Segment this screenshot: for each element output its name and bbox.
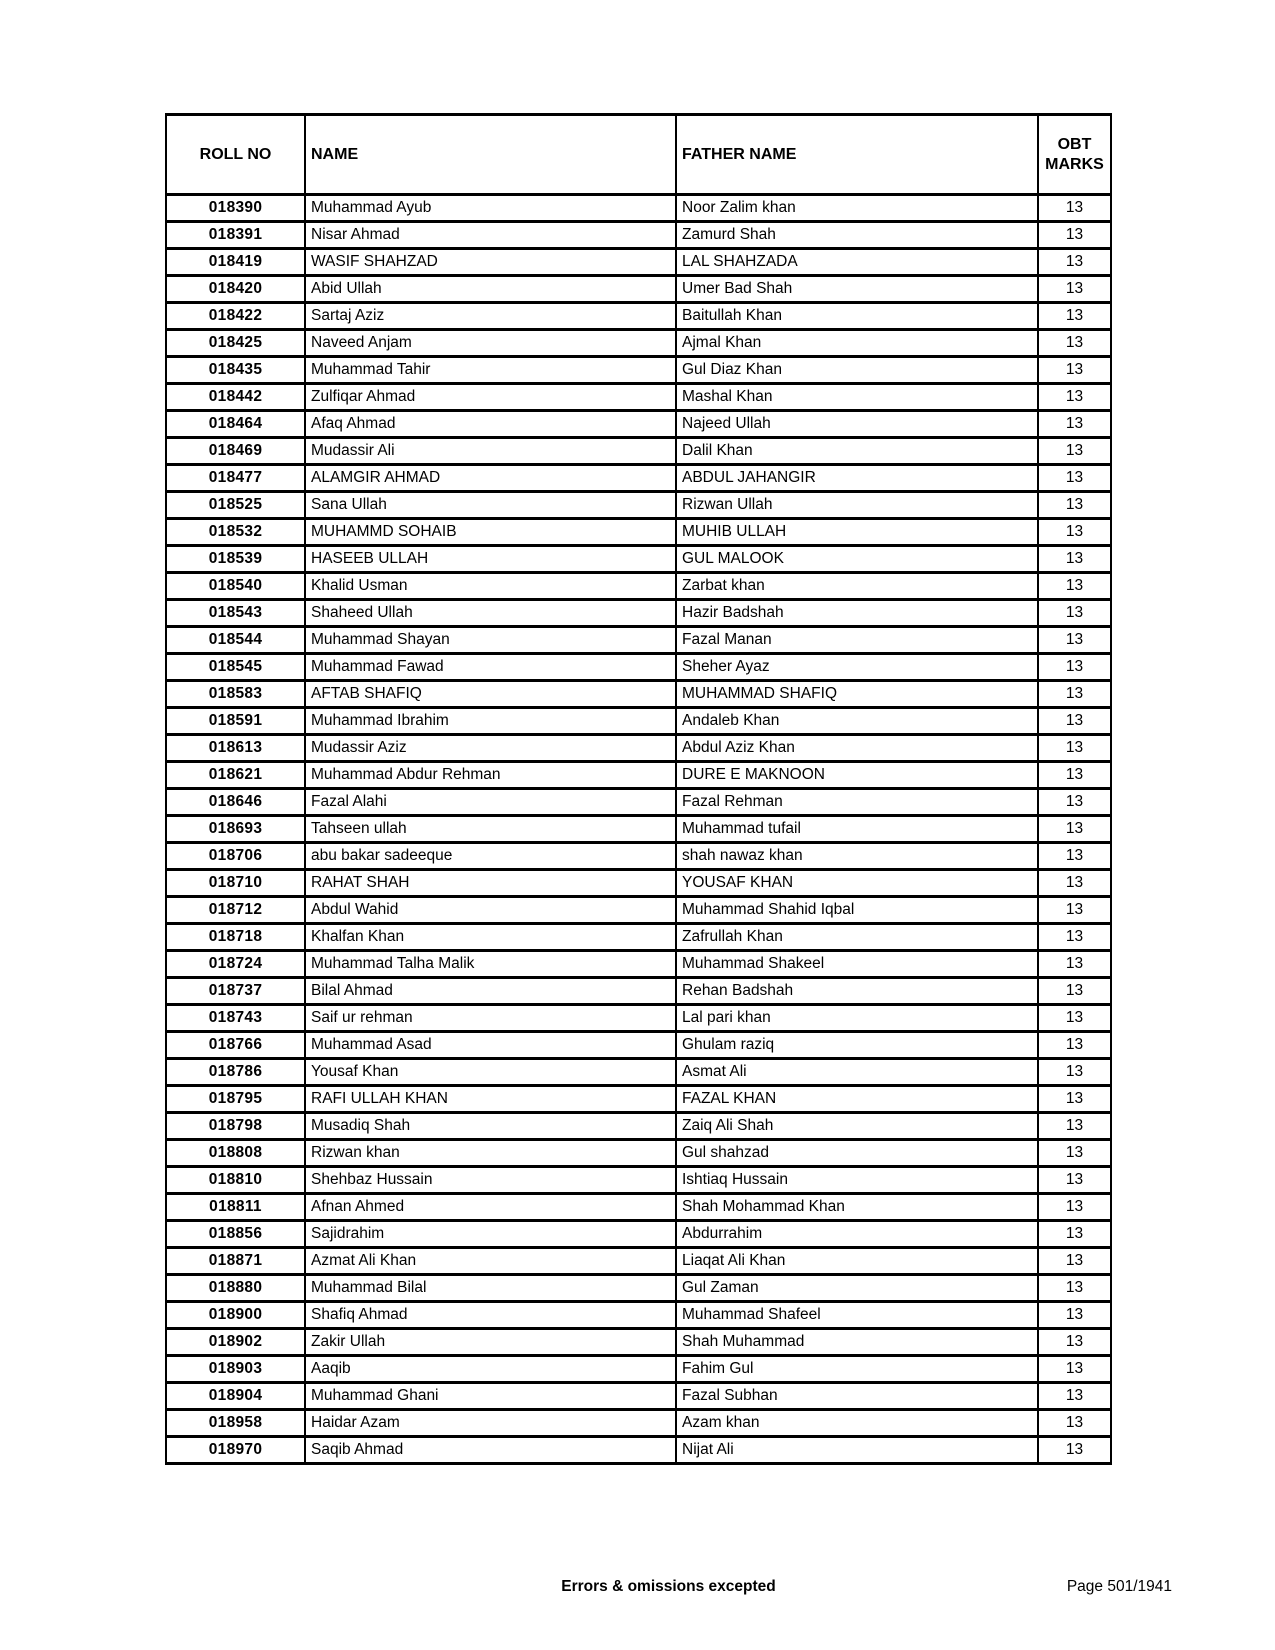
name-cell: WASIF SHAHZAD [305,249,676,276]
roll-no-cell: 018591 [166,708,305,735]
name-cell: Azmat Ali Khan [305,1248,676,1275]
name-cell: Muhammad Ghani [305,1383,676,1410]
roll-no-cell: 018798 [166,1113,305,1140]
name-cell: MUHAMMD SOHAIB [305,519,676,546]
obt-marks-cell: 13 [1038,330,1111,357]
obt-marks-cell: 13 [1038,1167,1111,1194]
father-name-cell: Shah Muhammad [676,1329,1038,1356]
father-name-cell: Rizwan Ullah [676,492,1038,519]
roll-no-cell: 018766 [166,1032,305,1059]
obt-marks-cell: 13 [1038,762,1111,789]
obt-marks-cell: 13 [1038,924,1111,951]
roll-no-cell: 018970 [166,1437,305,1464]
father-name-cell: Sheher Ayaz [676,654,1038,681]
roll-no-cell: 018902 [166,1329,305,1356]
table-row [166,1275,1111,1302]
obt-marks-cell: 13 [1038,492,1111,519]
col-header-father-name: FATHER NAME [676,115,1038,195]
name-cell: Mudassir Ali [305,438,676,465]
table-row [166,411,1111,438]
roll-no-cell: 018811 [166,1194,305,1221]
name-cell: Sana Ullah [305,492,676,519]
father-name-cell: Liaqat Ali Khan [676,1248,1038,1275]
father-name-cell: Ajmal Khan [676,330,1038,357]
obt-marks-cell: 13 [1038,654,1111,681]
table-row [166,762,1111,789]
roll-no-cell: 018540 [166,573,305,600]
obt-marks-cell: 13 [1038,1329,1111,1356]
table-row [166,600,1111,627]
name-cell: Musadiq Shah [305,1113,676,1140]
father-name-cell: Mashal Khan [676,384,1038,411]
obt-marks-cell: 13 [1038,1437,1111,1464]
page-footer [165,1572,1172,1602]
name-cell: Khalid Usman [305,573,676,600]
name-cell: Zulfiqar Ahmad [305,384,676,411]
obt-marks-cell: 13 [1038,411,1111,438]
name-cell: Rizwan khan [305,1140,676,1167]
name-cell: Muhammad Tahir [305,357,676,384]
roll-no-cell: 018904 [166,1383,305,1410]
roll-no-cell: 018712 [166,897,305,924]
table-row [166,924,1111,951]
table-row [166,438,1111,465]
name-cell: Afaq Ahmad [305,411,676,438]
father-name-cell: Gul Zaman [676,1275,1038,1302]
table-body [166,195,1111,1464]
father-name-cell: Abdul Aziz Khan [676,735,1038,762]
roll-no-cell: 018646 [166,789,305,816]
table-row [166,249,1111,276]
obt-marks-cell: 13 [1038,1086,1111,1113]
obt-marks-cell: 13 [1038,195,1111,222]
table-row [166,1194,1111,1221]
table-row [166,1410,1111,1437]
obt-marks-cell: 13 [1038,978,1111,1005]
roll-no-cell: 018795 [166,1086,305,1113]
footer-note: Errors & omissions excepted [561,1578,776,1595]
table-row [166,1383,1111,1410]
father-name-cell: Asmat Ali [676,1059,1038,1086]
name-cell: Nisar Ahmad [305,222,676,249]
father-name-cell: Fazal Rehman [676,789,1038,816]
father-name-cell: Muhammad Shahid Iqbal [676,897,1038,924]
father-name-cell: Lal pari khan [676,1005,1038,1032]
name-cell: Muhammad Ibrahim [305,708,676,735]
father-name-cell: Ghulam raziq [676,1032,1038,1059]
roll-no-cell: 018743 [166,1005,305,1032]
roll-no-cell: 018871 [166,1248,305,1275]
roll-no-cell: 018442 [166,384,305,411]
roll-no-cell: 018420 [166,276,305,303]
name-cell: Shaheed Ullah [305,600,676,627]
father-name-cell: YOUSAF KHAN [676,870,1038,897]
father-name-cell: Noor Zalim khan [676,195,1038,222]
obt-marks-cell: 13 [1038,870,1111,897]
obt-marks-cell: 13 [1038,1140,1111,1167]
table-row [166,951,1111,978]
roll-no-cell: 018808 [166,1140,305,1167]
table-row [166,816,1111,843]
obt-marks-cell: 13 [1038,1032,1111,1059]
name-cell: Sajidrahim [305,1221,676,1248]
father-name-cell: ABDUL JAHANGIR [676,465,1038,492]
father-name-cell: Dalil Khan [676,438,1038,465]
roll-no-cell: 018469 [166,438,305,465]
obt-marks-cell: 13 [1038,1302,1111,1329]
table-row [166,1086,1111,1113]
name-cell: Mudassir Aziz [305,735,676,762]
table-row [166,276,1111,303]
obt-marks-cell: 13 [1038,681,1111,708]
table-row [166,1248,1111,1275]
roll-no-cell: 018544 [166,627,305,654]
obt-marks-cell: 13 [1038,843,1111,870]
name-cell: Tahseen ullah [305,816,676,843]
obt-marks-cell: 13 [1038,519,1111,546]
obt-marks-cell: 13 [1038,708,1111,735]
name-cell: RAHAT SHAH [305,870,676,897]
roll-no-cell: 018724 [166,951,305,978]
roll-no-cell: 018693 [166,816,305,843]
name-cell: AFTAB SHAFIQ [305,681,676,708]
table-row [166,546,1111,573]
table-header [166,115,1111,195]
father-name-cell: Zarbat khan [676,573,1038,600]
father-name-cell: Gul Diaz Khan [676,357,1038,384]
name-cell: Abid Ullah [305,276,676,303]
father-name-cell: GUL MALOOK [676,546,1038,573]
roll-no-cell: 018903 [166,1356,305,1383]
father-name-cell: Rehan Badshah [676,978,1038,1005]
roll-no-cell: 018477 [166,465,305,492]
obt-marks-cell: 13 [1038,222,1111,249]
roll-no-cell: 018391 [166,222,305,249]
name-cell: ALAMGIR AHMAD [305,465,676,492]
table-row [166,465,1111,492]
table-row [166,1356,1111,1383]
father-name-cell: Shah Mohammad Khan [676,1194,1038,1221]
father-name-cell: Fazal Subhan [676,1383,1038,1410]
roll-no-cell: 018532 [166,519,305,546]
obt-marks-cell: 13 [1038,897,1111,924]
father-name-cell: MUHIB ULLAH [676,519,1038,546]
father-name-cell: Zafrullah Khan [676,924,1038,951]
name-cell: Muhammad Bilal [305,1275,676,1302]
obt-marks-cell: 13 [1038,1194,1111,1221]
roll-no-cell: 018900 [166,1302,305,1329]
obt-marks-cell: 13 [1038,546,1111,573]
name-cell: Muhammad Asad [305,1032,676,1059]
roll-no-cell: 018718 [166,924,305,951]
table-row [166,627,1111,654]
table-row [166,330,1111,357]
father-name-cell: Umer Bad Shah [676,276,1038,303]
obt-marks-cell: 13 [1038,1356,1111,1383]
obt-marks-cell: 13 [1038,627,1111,654]
table-row [166,681,1111,708]
table-row [166,1059,1111,1086]
name-cell: Haidar Azam [305,1410,676,1437]
table-row [166,1032,1111,1059]
obt-marks-cell: 13 [1038,600,1111,627]
name-cell: RAFI ULLAH KHAN [305,1086,676,1113]
roll-no-cell: 018786 [166,1059,305,1086]
obt-marks-cell: 13 [1038,1113,1111,1140]
roll-no-cell: 018422 [166,303,305,330]
col-header-obt-marks: OBT MARKS [1038,115,1111,195]
obt-marks-cell: 13 [1038,465,1111,492]
table-row [166,1437,1111,1464]
name-cell: Muhammad Ayub [305,195,676,222]
roll-no-cell: 018525 [166,492,305,519]
father-name-cell: MUHAMMAD SHAFIQ [676,681,1038,708]
header-row [166,115,1111,195]
table-row [166,519,1111,546]
name-cell: abu bakar sadeeque [305,843,676,870]
name-cell: HASEEB ULLAH [305,546,676,573]
results-table [165,113,1112,1465]
roll-no-cell: 018737 [166,978,305,1005]
name-cell: Shehbaz Hussain [305,1167,676,1194]
obt-marks-cell: 13 [1038,303,1111,330]
name-cell: Muhammad Fawad [305,654,676,681]
table-row [166,357,1111,384]
col-header-name: NAME [305,115,676,195]
table-row [166,978,1111,1005]
father-name-cell: FAZAL KHAN [676,1086,1038,1113]
obt-marks-cell: 13 [1038,384,1111,411]
table-row [166,897,1111,924]
table-row [166,735,1111,762]
obt-marks-cell: 13 [1038,1410,1111,1437]
name-cell: Sartaj Aziz [305,303,676,330]
table-row [166,1302,1111,1329]
name-cell: Muhammad Shayan [305,627,676,654]
name-cell: Saif ur rehman [305,1005,676,1032]
results-table-container [165,113,1110,1465]
roll-no-cell: 018706 [166,843,305,870]
obt-marks-cell: 13 [1038,438,1111,465]
obt-marks-cell: 13 [1038,1005,1111,1032]
roll-no-cell: 018856 [166,1221,305,1248]
roll-no-cell: 018621 [166,762,305,789]
roll-no-cell: 018435 [166,357,305,384]
father-name-cell: Najeed Ullah [676,411,1038,438]
obt-marks-cell: 13 [1038,1059,1111,1086]
roll-no-cell: 018539 [166,546,305,573]
table-row [166,1113,1111,1140]
obt-marks-cell: 13 [1038,357,1111,384]
name-cell: Muhammad Talha Malik [305,951,676,978]
name-cell: Saqib Ahmad [305,1437,676,1464]
table-row [166,573,1111,600]
roll-no-cell: 018464 [166,411,305,438]
name-cell: Abdul Wahid [305,897,676,924]
name-cell: Muhammad Abdur Rehman [305,762,676,789]
obt-marks-cell: 13 [1038,249,1111,276]
obt-marks-cell: 13 [1038,1221,1111,1248]
roll-no-cell: 018543 [166,600,305,627]
name-cell: Shafiq Ahmad [305,1302,676,1329]
obt-marks-cell: 13 [1038,1275,1111,1302]
roll-no-cell: 018419 [166,249,305,276]
father-name-cell: Zamurd Shah [676,222,1038,249]
father-name-cell: Abdurrahim [676,1221,1038,1248]
table-row [166,654,1111,681]
name-cell: Afnan Ahmed [305,1194,676,1221]
roll-no-cell: 018425 [166,330,305,357]
father-name-cell: Hazir Badshah [676,600,1038,627]
roll-no-cell: 018958 [166,1410,305,1437]
table-row [166,195,1111,222]
roll-no-cell: 018583 [166,681,305,708]
name-cell: Khalfan Khan [305,924,676,951]
name-cell: Bilal Ahmad [305,978,676,1005]
table-row [166,708,1111,735]
father-name-cell: Nijat Ali [676,1437,1038,1464]
table-row [166,303,1111,330]
father-name-cell: Ishtiaq Hussain [676,1167,1038,1194]
name-cell: Fazal Alahi [305,789,676,816]
table-row [166,492,1111,519]
father-name-cell: Gul shahzad [676,1140,1038,1167]
father-name-cell: LAL SHAHZADA [676,249,1038,276]
table-row [166,1221,1111,1248]
table-row [166,1329,1111,1356]
name-cell: Zakir Ullah [305,1329,676,1356]
roll-no-cell: 018613 [166,735,305,762]
name-cell: Naveed Anjam [305,330,676,357]
obt-marks-cell: 13 [1038,816,1111,843]
obt-marks-cell: 13 [1038,951,1111,978]
obt-marks-cell: 13 [1038,789,1111,816]
table-row [166,1140,1111,1167]
father-name-cell: Fazal Manan [676,627,1038,654]
roll-no-cell: 018880 [166,1275,305,1302]
father-name-cell: Fahim Gul [676,1356,1038,1383]
col-header-roll-no: ROLL NO [166,115,305,195]
name-cell: Yousaf Khan [305,1059,676,1086]
table-row [166,222,1111,249]
table-row [166,384,1111,411]
roll-no-cell: 018390 [166,195,305,222]
page-indicator: Page 501/1941 [1066,1578,1172,1595]
roll-no-cell: 018810 [166,1167,305,1194]
father-name-cell: shah nawaz khan [676,843,1038,870]
obt-marks-cell: 13 [1038,573,1111,600]
father-name-cell: Muhammad Shafeel [676,1302,1038,1329]
father-name-cell: Zaiq Ali Shah [676,1113,1038,1140]
father-name-cell: Andaleb Khan [676,708,1038,735]
table-row [166,789,1111,816]
table-row [166,870,1111,897]
father-name-cell: Azam khan [676,1410,1038,1437]
obt-marks-cell: 13 [1038,735,1111,762]
father-name-cell: DURE E MAKNOON [676,762,1038,789]
roll-no-cell: 018545 [166,654,305,681]
father-name-cell: Baitullah Khan [676,303,1038,330]
father-name-cell: Muhammad tufail [676,816,1038,843]
obt-marks-cell: 13 [1038,1383,1111,1410]
obt-marks-cell: 13 [1038,1248,1111,1275]
name-cell: Aaqib [305,1356,676,1383]
obt-marks-cell: 13 [1038,276,1111,303]
roll-no-cell: 018710 [166,870,305,897]
table-row [166,1167,1111,1194]
father-name-cell: Muhammad Shakeel [676,951,1038,978]
table-row [166,843,1111,870]
table-row [166,1005,1111,1032]
